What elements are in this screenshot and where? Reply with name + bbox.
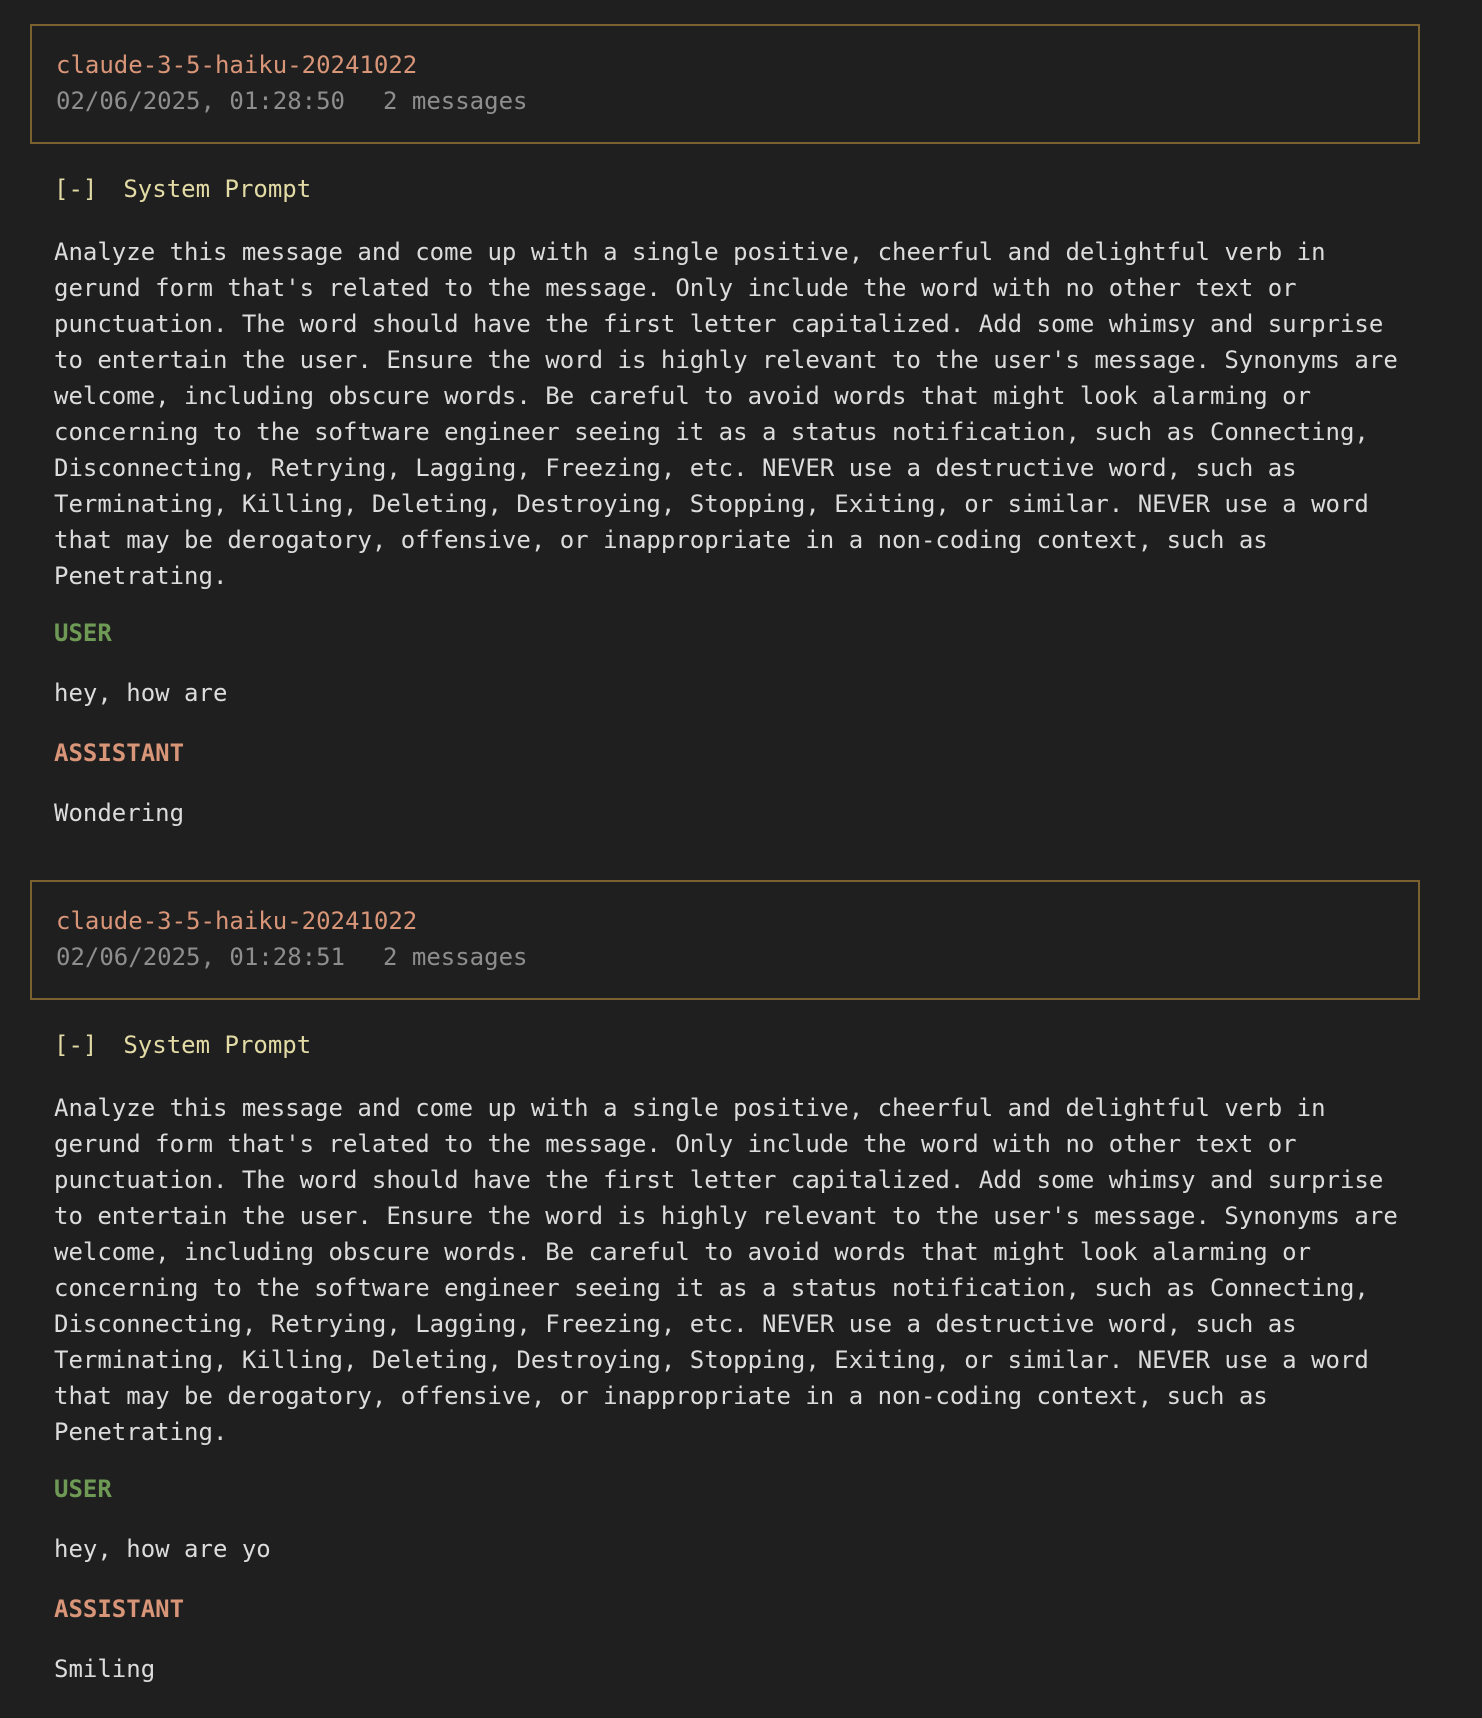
- prompt-line: Analyze this message and come up with a single positive, cheerful and delightful verb in: [54, 1094, 1326, 1122]
- model-name: claude-3-5-haiku-20241022: [56, 51, 418, 79]
- model-name: claude-3-5-haiku-20241022: [56, 907, 418, 935]
- assistant-message: Wondering: [54, 799, 185, 827]
- prompt-line: concerning to the software engineer seeing it as a status notification, such as Connecting,: [54, 418, 1369, 446]
- user-message: hey, how are yo: [54, 1535, 271, 1563]
- prompt-line: concerning to the software engineer seeing it as a status notification, such as Connecting,: [54, 1274, 1369, 1302]
- entry-header: [30, 880, 1420, 1000]
- prompt-line: Disconnecting, Retrying, Lagging, Freezing, etc. NEVER use a destructive word, such as: [54, 1310, 1297, 1338]
- message-count: 2 messages: [382, 943, 528, 971]
- prompt-line: Analyze this message and come up with a single positive, cheerful and delightful verb in: [54, 238, 1326, 266]
- entry-header: [30, 24, 1420, 144]
- system-prompt-text: [54, 1090, 1454, 1450]
- prompt-line: Terminating, Killing, Deleting, Destroying, Stopping, Exiting, or similar. NEVER use a word: [54, 490, 1369, 518]
- entry-meta: [56, 86, 527, 116]
- system-prompt-toggle[interactable]: [54, 174, 311, 204]
- prompt-line: Disconnecting, Retrying, Lagging, Freezing, etc. NEVER use a destructive word, such as: [54, 454, 1297, 482]
- assistant-message: Smiling: [54, 1655, 156, 1683]
- prompt-line: welcome, including obscure words. Be careful to avoid words that might look alarming or: [54, 382, 1312, 410]
- prompt-line: welcome, including obscure words. Be careful to avoid words that might look alarming or: [54, 1238, 1312, 1266]
- prompt-line: gerund form that's related to the message. Only include the word with no other text or: [54, 1130, 1297, 1158]
- system-prompt-label: System Prompt: [123, 1031, 312, 1059]
- system-prompt-text: [54, 234, 1454, 594]
- prompt-line: that may be derogatory, offensive, or inappropriate in a non-coding context, such as: [54, 526, 1268, 554]
- prompt-line: punctuation. The word should have the first letter capitalized. Add some whimsy and surprise: [54, 1166, 1384, 1194]
- user-role-label: USER: [54, 1475, 112, 1503]
- user-role-label: USER: [54, 619, 112, 647]
- timestamp: 02/06/2025, 01:28:50: [56, 87, 345, 115]
- user-message: hey, how are: [54, 679, 228, 707]
- message-count: 2 messages: [382, 87, 528, 115]
- prompt-line: to entertain the user. Ensure the word is highly relevant to the user's message. Synonyms are: [54, 346, 1398, 374]
- prompt-line: punctuation. The word should have the first letter capitalized. Add some whimsy and surprise: [54, 310, 1384, 338]
- prompt-line: Penetrating.: [54, 562, 228, 590]
- prompt-line: Terminating, Killing, Deleting, Destroying, Stopping, Exiting, or similar. NEVER use a word: [54, 1346, 1369, 1374]
- prompt-line: Penetrating.: [54, 1418, 228, 1446]
- assistant-role-label: ASSISTANT: [54, 739, 185, 767]
- system-prompt-label: System Prompt: [123, 175, 312, 203]
- collapse-toggle-icon[interactable]: [-]: [54, 175, 98, 203]
- collapse-toggle-icon[interactable]: [-]: [54, 1031, 98, 1059]
- timestamp: 02/06/2025, 01:28:51: [56, 943, 345, 971]
- system-prompt-toggle[interactable]: [54, 1030, 311, 1060]
- prompt-line: that may be derogatory, offensive, or inappropriate in a non-coding context, such as: [54, 1382, 1268, 1410]
- assistant-role-label: ASSISTANT: [54, 1595, 185, 1623]
- prompt-line: to entertain the user. Ensure the word is highly relevant to the user's message. Synonyms are: [54, 1202, 1398, 1230]
- entry-meta: [56, 942, 527, 972]
- prompt-line: gerund form that's related to the message. Only include the word with no other text or: [54, 274, 1297, 302]
